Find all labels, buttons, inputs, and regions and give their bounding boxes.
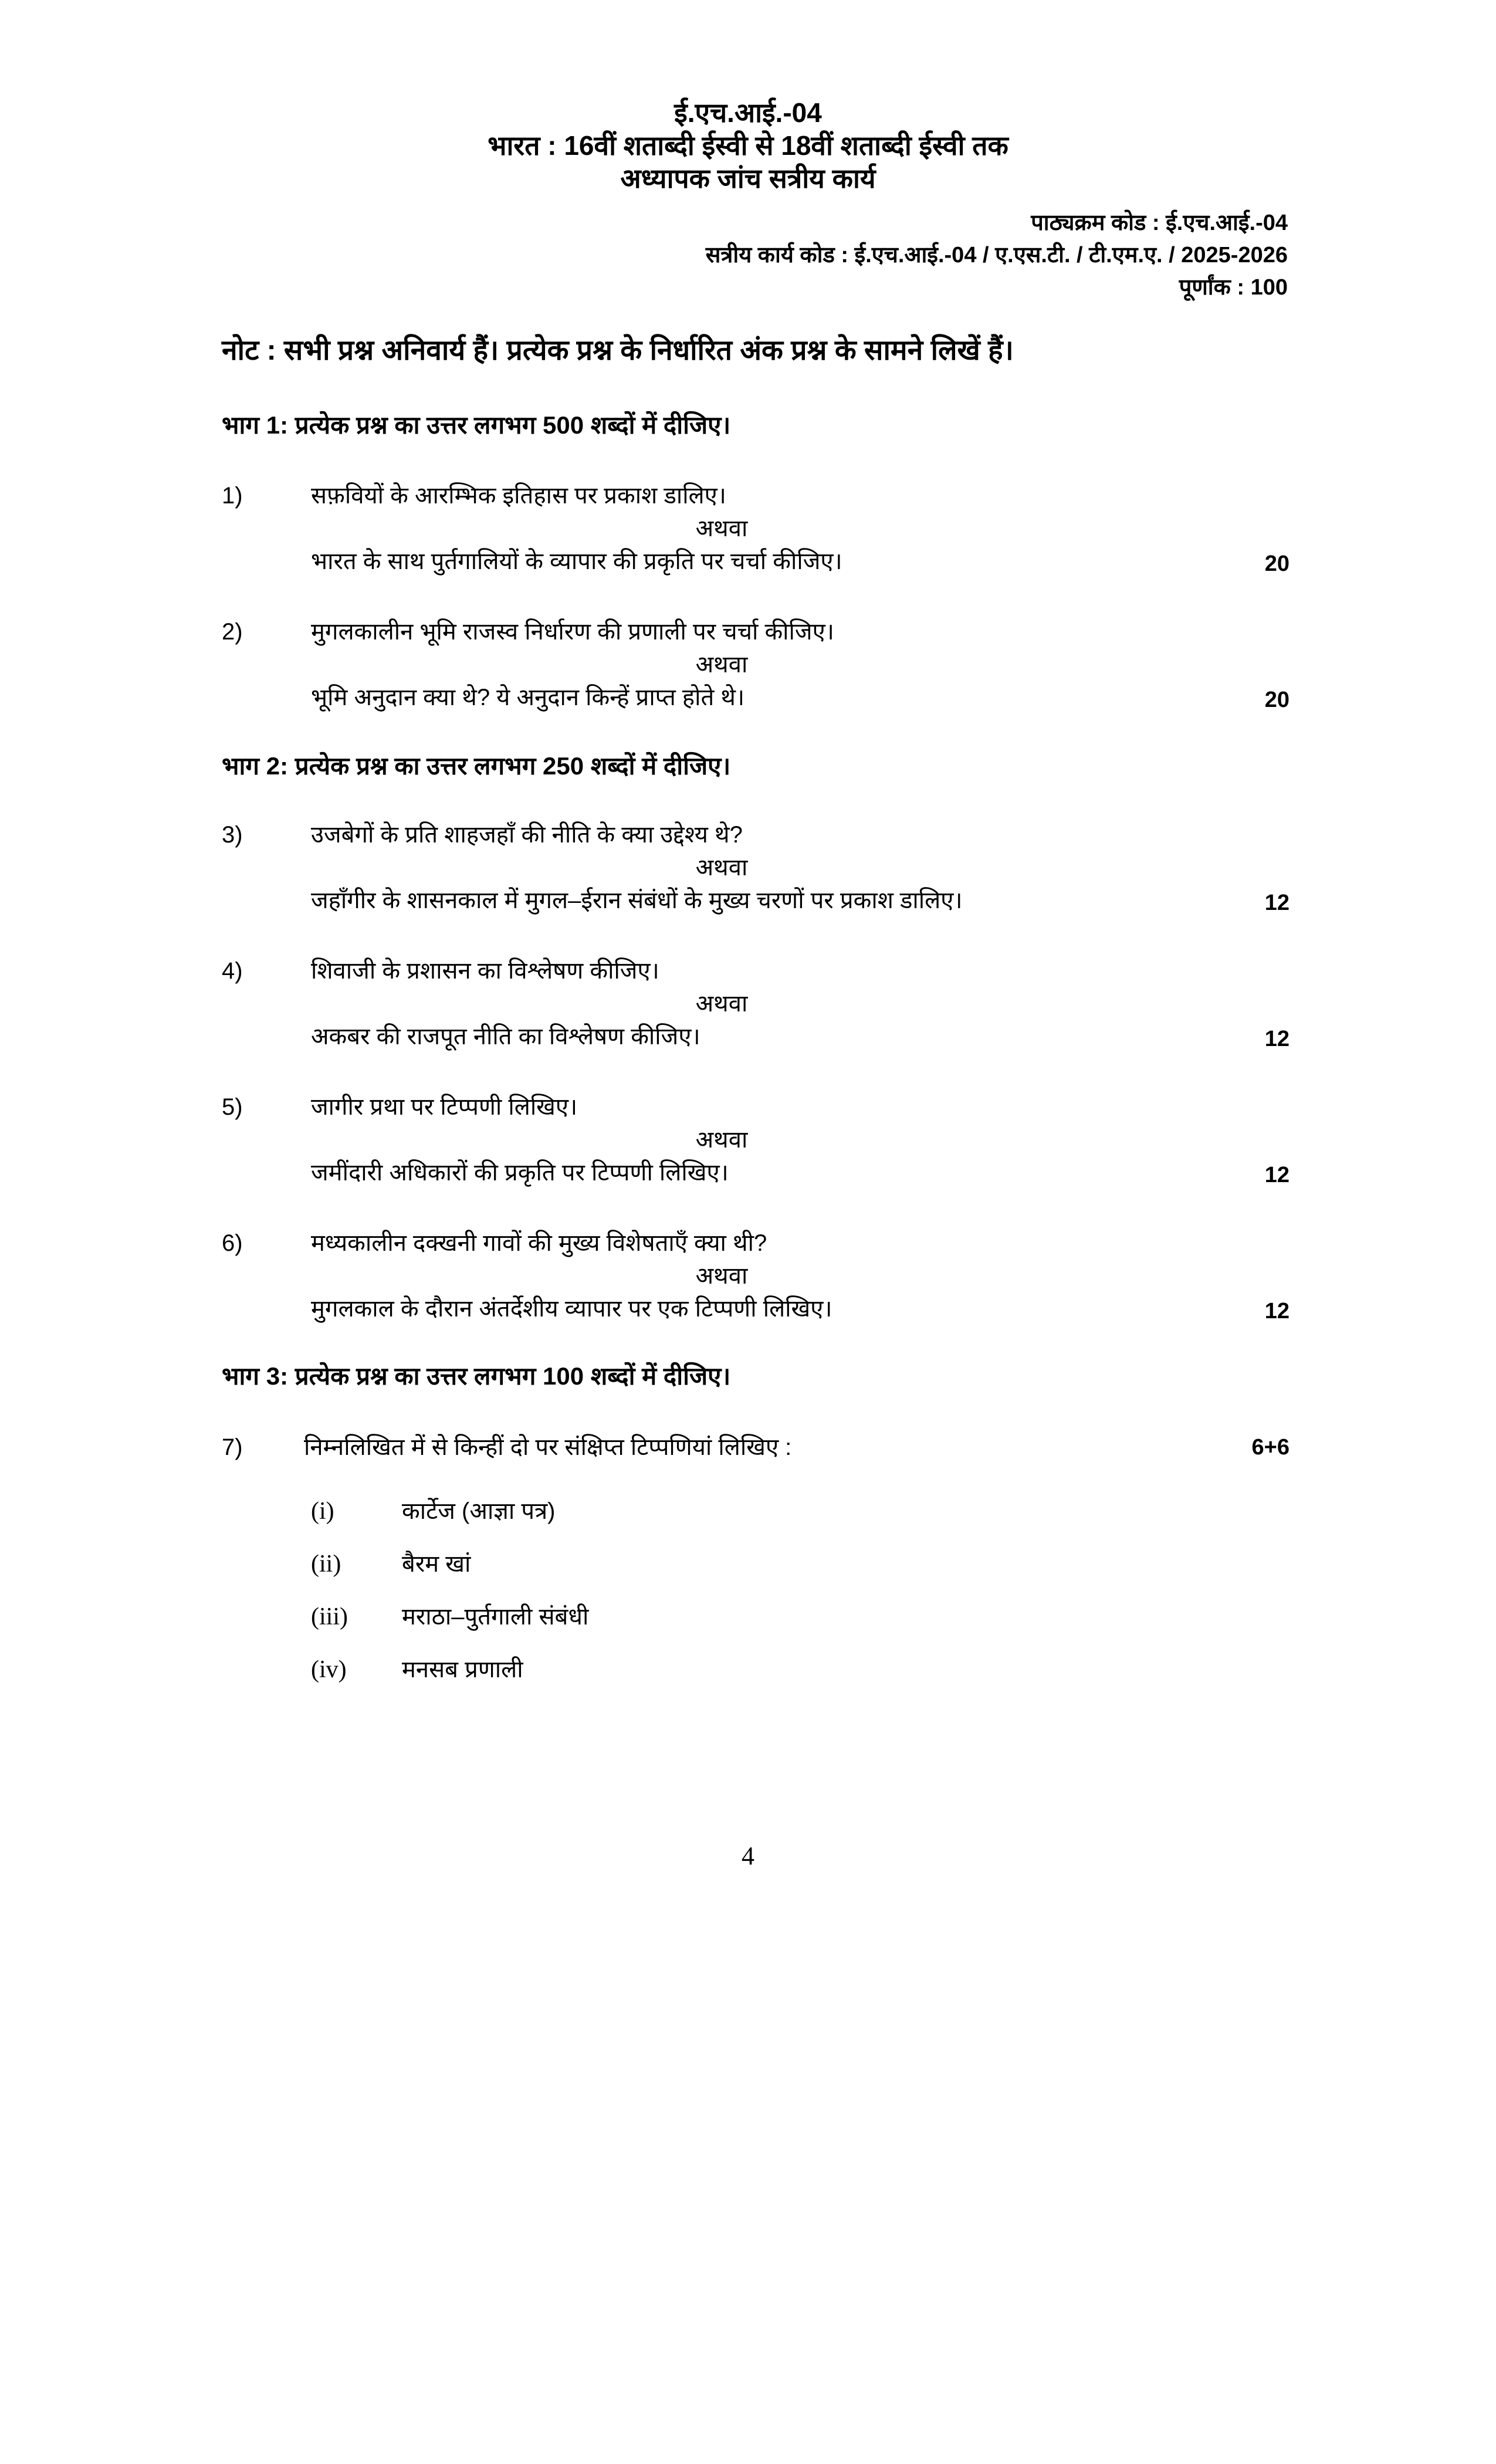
question-number: 3) <box>222 822 243 848</box>
or-label: अथवा <box>695 516 748 541</box>
question-text: शिवाजी के प्रशासन का विश्लेषण कीजिए। <box>311 958 659 984</box>
course-code-title: ई.एच.आई.-04 <box>674 97 822 128</box>
part-3-heading: भाग 3: प्रत्येक प्रश्न का उत्तर लगभग 100 शब्दों में दीजिए। <box>222 1362 731 1390</box>
subitem-text: मनसब प्रणाली <box>402 1657 523 1683</box>
or-label: अथवा <box>695 1127 748 1153</box>
subitem-number: (ii) <box>311 1551 341 1578</box>
question-number: 5) <box>222 1094 243 1120</box>
question-marks: 12 <box>1264 1027 1289 1051</box>
or-label: अथवा <box>695 652 748 678</box>
question-alternative: मुगलकाल के दौरान अंतर्देशीय व्यापार पर एक टिप्पणी लिखिए। <box>311 1296 832 1322</box>
question-number: 7) <box>222 1434 243 1460</box>
question-alternative: भारत के साथ पुर्तगालियों के व्यापार की प्रकृति पर चर्चा कीजिए। <box>311 549 842 574</box>
question-number: 1) <box>222 483 243 509</box>
question-number: 6) <box>222 1230 243 1256</box>
question-marks: 6+6 <box>1251 1435 1289 1460</box>
question-number: 4) <box>222 958 243 984</box>
subitem-number: (iv) <box>311 1656 347 1683</box>
question-alternative: भूमि अनुदान क्या थे? ये अनुदान किन्हें प्राप्त होते थे। <box>311 685 745 710</box>
question-alternative: जमींदारी अधिकारों की प्रकृति पर टिप्पणी लिखिए। <box>311 1160 729 1186</box>
subitem-text: बैरम खां <box>402 1551 471 1577</box>
question-text: मुगलकालीन भूमि राजस्व निर्धारण की प्रणाली पर चर्चा कीजिए। <box>311 619 834 645</box>
part-1-heading: भाग 1: प्रत्येक प्रश्न का उत्तर लगभग 500 शब्दों में दीजिए। <box>222 411 731 439</box>
question-text: सफ़वियों के आरम्भिक इतिहास पर प्रकाश डालिए। <box>311 483 726 509</box>
or-label: अथवा <box>695 1263 748 1289</box>
question-text: उजबेगों के प्रति शाहजहाँ की नीति के क्या उद्देश्य थे? <box>311 822 743 848</box>
question-marks: 12 <box>1264 1163 1289 1187</box>
or-label: अथवा <box>695 991 748 1017</box>
question-marks: 12 <box>1264 891 1289 915</box>
course-title: भारत : 16वीं शताब्दी ईस्वी से 18वीं शताब्दी ईस्वी तक <box>488 130 1008 161</box>
question-text: मध्यकालीन दक्खनी गावों की मुख्य विशेषताएँ क्या थी? <box>311 1230 767 1256</box>
max-marks-line: पूर्णांक : 100 <box>1179 275 1288 300</box>
question-marks: 12 <box>1264 1299 1289 1324</box>
or-label: अथवा <box>695 855 748 881</box>
question-marks: 20 <box>1264 551 1289 576</box>
question-text: निम्नलिखित में से किन्हीं दो पर संक्षिप्त टिप्पणियां लिखिए : <box>304 1434 792 1460</box>
subitem-text: कार्टेज (आज्ञा पत्र) <box>402 1498 556 1524</box>
page-number: 4 <box>742 1842 754 1870</box>
subitem-number: (i) <box>311 1498 334 1525</box>
question-number: 2) <box>222 619 243 645</box>
course-code-line: पाठ्यक्रम कोड : ई.एच.आई.-04 <box>1031 211 1288 235</box>
subitem-number: (iii) <box>311 1603 348 1630</box>
assignment-subtitle: अध्यापक जांच सत्रीय कार्य <box>620 163 876 194</box>
assignment-code-line: सत्रीय कार्य कोड : ई.एच.आई.-04 / ए.एस.टी. / टी.एम.ए. / 2025-2026 <box>705 243 1288 268</box>
part-2-heading: भाग 2: प्रत्येक प्रश्न का उत्तर लगभग 250 शब्दों में दीजिए। <box>222 752 731 780</box>
question-text: जागीर प्रथा पर टिप्पणी लिखिए। <box>311 1094 578 1120</box>
question-alternative: अकबर की राजपूत नीति का विश्लेषण कीजिए। <box>311 1024 700 1050</box>
question-alternative: जहाँगीर के शासनकाल में मुगल–ईरान संबंधों के मुख्य चरणों पर प्रकाश डालिए। <box>311 888 963 913</box>
instructions-note: नोट : सभी प्रश्न अनिवार्य हैं। प्रत्येक प्रश्न के निर्धारित अंक प्रश्न के सामने लिखें हैं। <box>222 335 1014 366</box>
subitem-text: मराठा–पुर्तगाली संबंधी <box>402 1604 589 1630</box>
question-marks: 20 <box>1264 688 1289 712</box>
